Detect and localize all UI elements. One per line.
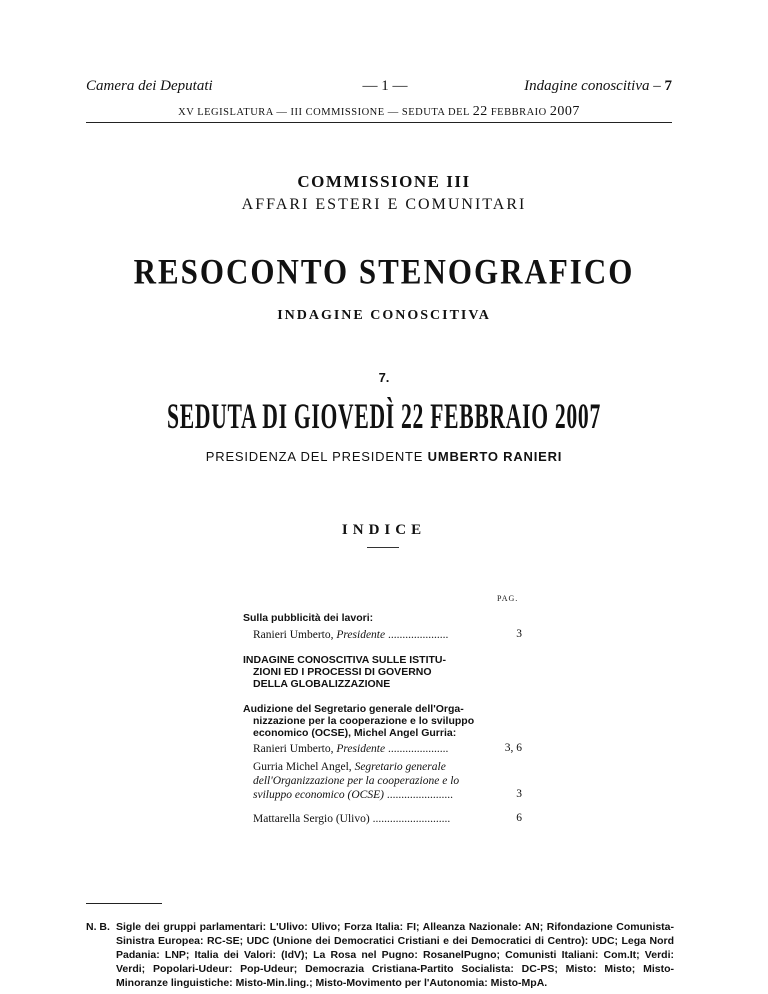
header-rule: [86, 122, 672, 123]
subheader-year: 2007: [549, 104, 580, 119]
toc-section-line: economico (OCSE), Michel Angel Gurria:: [253, 727, 457, 739]
page-number: — 1 —: [362, 78, 408, 94]
toc-section-line: ZIONI ED I PROCESSI DI GOVERNO: [253, 666, 432, 678]
footnote: [86, 920, 674, 990]
toc-entry-dots: .....................: [388, 743, 449, 755]
president-name: UMBERTO RANIERI: [427, 449, 563, 464]
toc-section-publicity: Sulla pubblicità dei lavori:: [243, 612, 374, 624]
toc-entry-line: [253, 788, 503, 802]
toc-page-number: 6: [516, 812, 522, 824]
index-divider: [367, 547, 399, 548]
toc-page-number: 3: [516, 788, 522, 800]
header-inquiry: [524, 78, 672, 95]
session-title: SEDUTA DI GIOVEDÌ 22 FEBBRAIO 2007: [167, 396, 601, 437]
presidency-line: [0, 449, 768, 464]
header-inquiry-label: Indagine conoscitiva –: [524, 78, 661, 94]
subheader-day: 22: [472, 104, 488, 119]
toc-entry-role: Presidente: [336, 629, 386, 641]
session-subheader: [86, 104, 672, 120]
page-column-label: PAG.: [497, 594, 519, 603]
toc-entry: [253, 760, 503, 802]
toc-section-line: DELLA GLOBALIZZAZIONE: [253, 678, 391, 690]
toc-entry: [253, 812, 503, 826]
toc-entry: [253, 742, 503, 756]
footnote-label: N. B.: [86, 921, 110, 933]
toc-entry: [253, 628, 503, 642]
toc-entry-name: Ranieri Umberto,: [253, 743, 334, 755]
toc-section-line: Audizione del Segretario generale dell'Orga-: [243, 703, 464, 715]
toc-entry-name: Gurria Michel Angel,: [253, 761, 352, 773]
toc-page-number: 3: [516, 628, 522, 640]
document-title: RESOCONTO STENOGRAFICO: [133, 251, 635, 292]
subheader-text: XV LEGISLATURA — III COMMISSIONE — SEDUTA DEL: [178, 107, 470, 118]
footnote-text: Sigle dei gruppi parlamentari: L'Ulivo: Ulivo; Forza Italia: FI; Alleanza Nazionale: AN; Rifondazione Comunista-Sinistra Europea: RC-SE; UDC (Unione dei Democratici Cristiani e dei Democratici di Centro): UDC; Lega Nord Padania: LNP; Italia dei Valori: (IdV); La Rosa nel Pugno: RosanelPugno; Comunisti Italiani: Com.It; Verdi: Verdi; Popolari-Udeur: Pop-Udeur; Democrazia Cristiana-Partito Socialista: DC-PS; Misto: Misto; Misto-Minoranze linguistiche: Misto-Min.ling.; Misto-Movimento per l'Autonomia: Misto-MpA.: [116, 921, 674, 989]
toc-entry-line: [253, 774, 503, 788]
commission-subject: AFFARI ESTERI E COMUNITARI: [241, 196, 527, 213]
toc-entry-name: Ranieri Umberto,: [253, 629, 334, 641]
toc-entry-role: dell'Organizzazione per la cooperazione e lo: [253, 775, 460, 787]
footnote-rule: [86, 903, 162, 904]
toc-entry-name: Mattarella Sergio (Ulivo): [253, 813, 370, 825]
toc-section-line: nizzazione per la cooperazione e lo sviluppo: [253, 715, 475, 727]
document-subtitle: INDAGINE CONOSCITIVA: [277, 308, 491, 323]
toc-entry-line: [253, 760, 503, 774]
toc-section-line: INDAGINE CONOSCITIVA SULLE ISTITU-: [243, 654, 447, 666]
header-chamber: Camera dei Deputati: [86, 78, 213, 94]
toc-entry-role: sviluppo economico (OCSE): [253, 789, 384, 801]
toc-section-hearing: [243, 703, 503, 739]
toc-entry-dots: .......................: [386, 789, 453, 801]
commission-name: COMMISSIONE III: [297, 172, 471, 191]
presidency-prefix: PRESIDENZA DEL PRESIDENTE: [205, 449, 424, 464]
inquiry-number: 7.: [378, 370, 390, 385]
toc-entry-role: Presidente: [336, 743, 386, 755]
toc-entry-dots: ...........................: [372, 813, 451, 825]
subheader-month: FEBBRAIO: [490, 107, 547, 118]
header-inquiry-number: 7: [664, 78, 672, 94]
toc-entry-dots: .....................: [388, 629, 449, 641]
index-heading: INDICE: [341, 522, 427, 538]
toc-section-inquiry: [243, 654, 503, 690]
toc-page-number: 3, 6: [504, 742, 522, 754]
toc-entry-role: Segretario generale: [354, 761, 446, 773]
